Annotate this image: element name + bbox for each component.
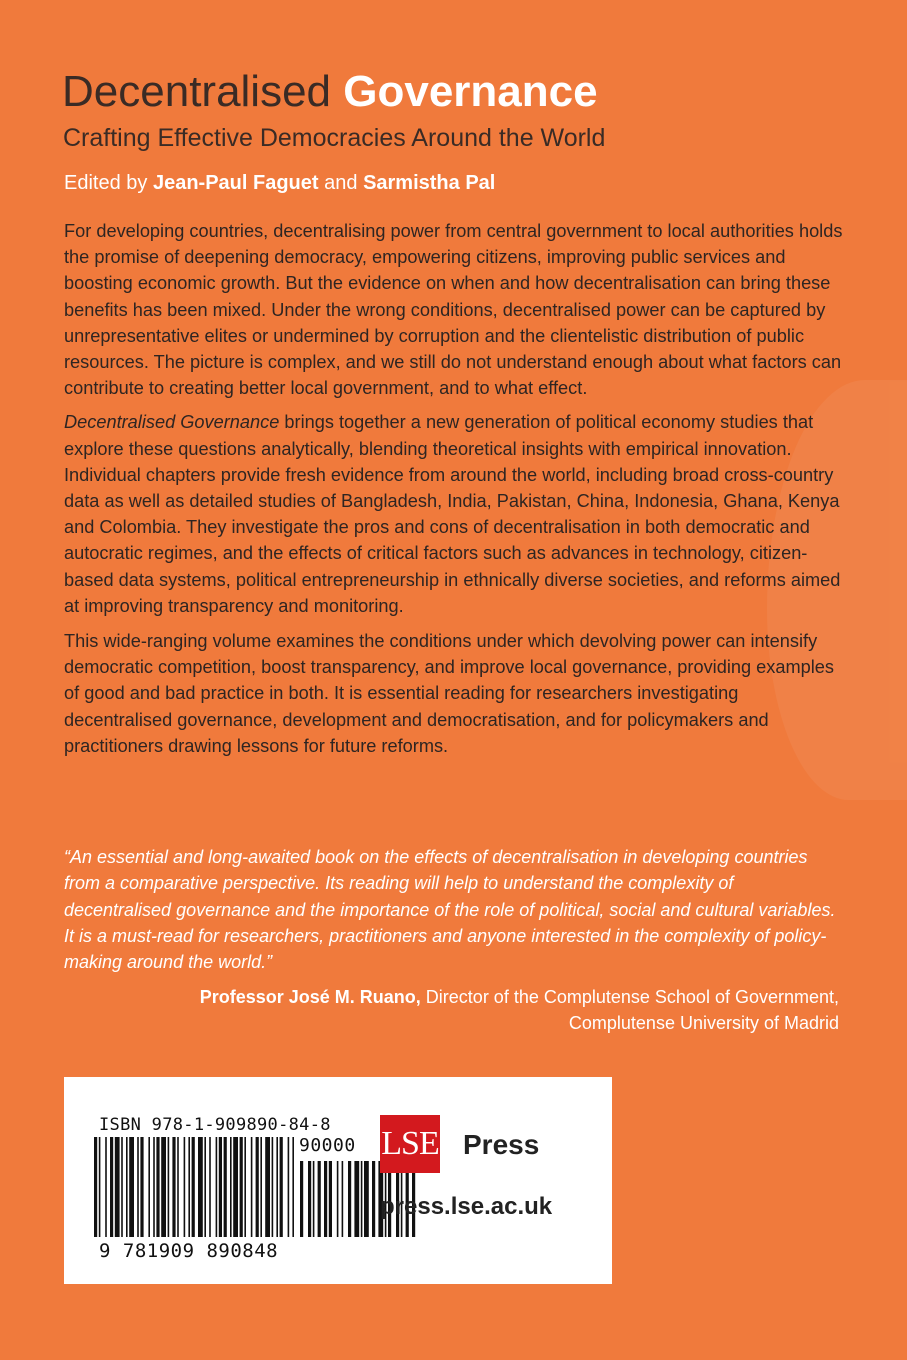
endorsement-attribution [200,984,839,1037]
lse-logo: LSE [380,1115,440,1173]
endorsement-quote: “An essential and long-awaited book on the effects of decentralisation in developing countries from a comparative perspective. Its reading will help to understand the complexity of decentralised governance and the importance of the role of political, social and cultural variables. It is a must-read for researchers, practitioners and anyone interested in the complexity of policy-making around the world.” [64,847,836,973]
title-bold: Governance [343,67,598,116]
editor-name-2: Sarmistha Pal [363,172,496,194]
barcode-digits: 9 781909 890848 [99,1240,279,1262]
publisher-name: Press [463,1129,540,1160]
endorser-name: Professor José M. Ruano, [199,987,421,1007]
barcode-addon-code: 90000 [299,1135,356,1156]
endorser-institution: Complutense University of Madrid [568,1013,839,1034]
blurb-book-title: Decentralised Governance [64,412,280,433]
book-title [62,66,598,118]
editors-conjunction: and [324,172,358,194]
book-subtitle: Crafting Effective Democracies Around the World [63,124,606,152]
publisher-url[interactable]: press.lse.ac.uk [380,1193,553,1220]
editors-line [64,172,495,195]
editors-prefix: Edited by [64,172,148,194]
blurb [64,218,844,767]
blurb-paragraph-3: This wide-ranging volume examines the conditions under which devolving power can intensify democratic competition, boost transparency, and improve local governance, providing examples of good and bad practice in both. It is essential reading for researchers investigating decentralised governance, development and democratisation, and for policymakers and practitioners drawing lessons for future reforms. [64,631,835,756]
blurb-paragraph-2-text: brings together a new generation of political economy studies that explore these questions analytically, blending theoretical insights with empirical innovation. Individual chapters provide fresh evidence from around the world, including broad cross-country data as well as detailed studies of Bangladesh, India, Pakistan, China, Indonesia, Ghana, Kenya and Colombia. They investigate the pros and cons of decentralisation in both democratic and autocratic regimes, and the effects of critical factors such as advances in technology, citizen-based data systems, political entrepreneurship in ethnically diverse societies, and reforms aimed at improving transparency and monitoring. [64,412,841,616]
isbn-label: ISBN 978-1-909890-84-8 [99,1115,331,1135]
endorser-role: Director of the Complutense School of Government, [420,987,839,1007]
barcode-panel [64,1077,612,1284]
blurb-paragraph-2 [64,409,844,619]
editor-name-1: Jean-Paul Faguet [152,172,319,194]
barcode-icon [94,1137,424,1241]
title-light: Decentralised [62,67,332,116]
blurb-paragraph-1: For developing countries, decentralising power from central government to local authorities holds the promise of deepening democracy, empowering citizens, improving public services and boosting economic growth. But the evidence on when and how decentralisation can bring these benefits has been mixed. Under the wrong conditions, decentralised power can be captured by unrepresentative elites or undermined by corruption and the clientelistic distribution of public resources. The picture is complex, and we still do not understand enough about what factors can contribute to creating better local government, and to what effect. [64,221,843,399]
